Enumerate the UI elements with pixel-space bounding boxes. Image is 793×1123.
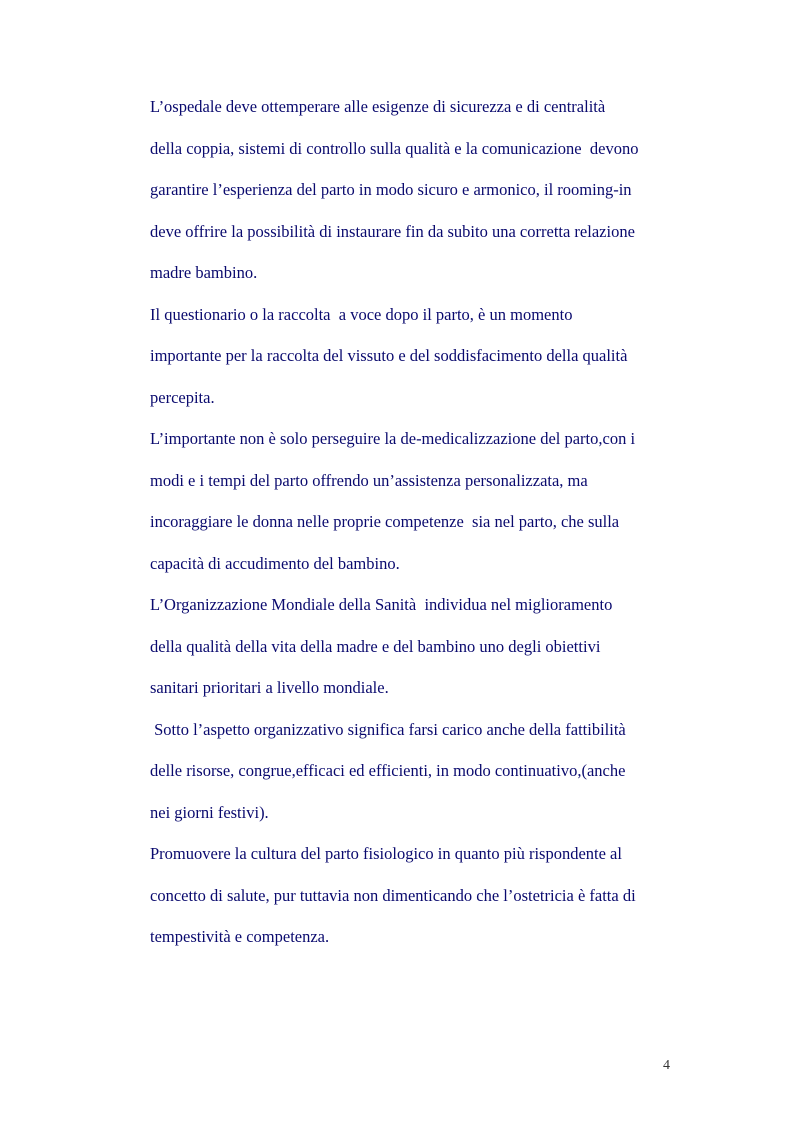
- text-line: della coppia, sistemi di controllo sulla qualità e la comunicazione devono: [150, 138, 639, 158]
- text-line: deve offrire la possibilità di instaurare fin da subito una corretta relazione: [150, 221, 635, 241]
- text-line: concetto di salute, pur tuttavia non dimenticando che l’ostetricia è fatta di: [150, 885, 636, 905]
- text-line: sanitari prioritari a livello mondiale.: [150, 678, 389, 697]
- paragraph-5: [150, 715, 690, 840]
- paragraph-6: [150, 839, 690, 964]
- text-line: L’importante non è solo perseguire la de-medicalizzazione del parto,con i: [150, 429, 636, 448]
- page-number: 4: [663, 1058, 670, 1073]
- paragraph-1: [150, 92, 690, 300]
- paragraph-3: [150, 424, 690, 590]
- text-line: delle risorse, congrue,efficaci ed efficienti, in modo continuativo,(anche: [150, 761, 626, 780]
- text-line: nei giorni festivi).: [150, 802, 269, 822]
- text-line: importante per la raccolta del vissuto e del soddisfacimento della qualità: [150, 346, 628, 365]
- text-line: incoraggiare le donna nelle proprie competenze sia nel parto, che sulla: [150, 512, 620, 531]
- paragraph-4: [150, 590, 690, 715]
- text-line: L’ospedale deve ottemperare alle esigenze di sicurezza e di centralità: [150, 97, 606, 116]
- text-line: Il questionario o la raccolta a voce dopo il parto, è un momento: [150, 304, 573, 324]
- text-line: modi e i tempi del parto offrendo un’assistenza personalizzata, ma: [150, 470, 588, 490]
- text-line: madre bambino.: [150, 263, 258, 282]
- paragraph-2: [150, 300, 690, 425]
- body-text: [150, 92, 690, 964]
- text-line: Sotto l’aspetto organizzativo significa farsi carico anche della fattibilità: [150, 719, 626, 739]
- text-line: capacità di accudimento del bambino.: [150, 553, 400, 573]
- text-line: garantire l’esperienza del parto in modo sicuro e armonico, il rooming-in: [150, 180, 632, 199]
- text-line: tempestività e competenza.: [150, 927, 330, 946]
- text-line: L’Organizzazione Mondiale della Sanità individua nel miglioramento: [150, 595, 613, 614]
- text-line: percepita.: [150, 387, 215, 407]
- text-line: Promuovere la cultura del parto fisiologico in quanto più rispondente al: [150, 844, 622, 863]
- text-line: della qualità della vita della madre e del bambino uno degli obiettivi: [150, 636, 601, 656]
